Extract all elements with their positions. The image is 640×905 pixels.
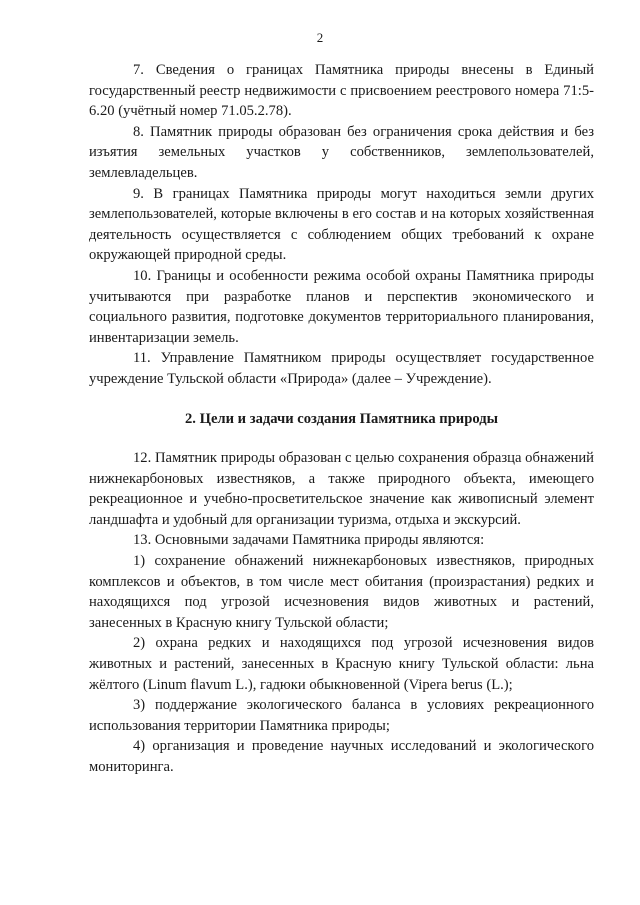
paragraph-10: 10. Границы и особенности режима особой охраны Памятника природы учитываются при разработке планов и перспектив экономического и социального развития, подготовке документов территориального планирования, инвентаризации земель. [89,267,594,346]
section-heading: 2. Цели и задачи создания Памятника природы [185,410,498,427]
page-number: 2 [316,30,324,45]
paragraph-8: 8. Памятник природы образован без ограничения срока действия и без изъятия земельных участков у собственников, землепользователей, землевладельцев. [89,123,594,181]
paragraph-12: 12. Памятник природы образован с целью сохранения образца обнажений нижнекарбоновых известняков, а также природного объекта, имеющего рекреационное и учебно-просветительское значение как живописный элемент ландшафта и удобный для организации туризма, отдыха и экскурсий. [89,450,594,528]
paragraph-13: 13. Основными задачами Памятника природы являются: [133,532,485,549]
paragraph-11: 11. Управление Памятником природы осуществляет государственное учреждение Тульской области «Природа» (далее – Учреждение). [89,350,594,387]
paragraph-9: 9. В границах Памятника природы могут находиться земли других землепользователей, которые включены в его состав и на которых хозяйственная деятельность осуществляется с соблюдением общих требований к охране окружающей природной среды. [89,185,594,264]
list-item-2: 2) охрана редких и находящихся под угрозой исчезновения видов животных и растений, занесенных в Красную книгу Тульской области: льна жёлтого (Linum flavum L.), гадюки обыкновенной (Vipera berus (L.); [89,635,594,693]
document-body [89,60,594,778]
list-item-4: 4) организация и проведение научных исследований и экологического мониторинга. [89,738,594,775]
list-item-3: 3) поддержание экологического баланса в условиях рекреационного использования территории Памятника природы; [89,697,594,734]
list-item-1: 1) сохранение обнажений нижнекарбоновых известняков, природных комплексов и объектов, в том числе мест обитания (произрастания) редких и находящихся под угрозой исчезновения видов животных и растений, занесенных в Красную книгу Тульской области; [89,553,594,631]
paragraph-7: 7. Сведения о границах Памятника природы внесены в Единый государственный реестр недвижимости с присвоением реестрового номера 71:5-6.20 (учётный номер 71.05.2.78). [89,62,594,120]
